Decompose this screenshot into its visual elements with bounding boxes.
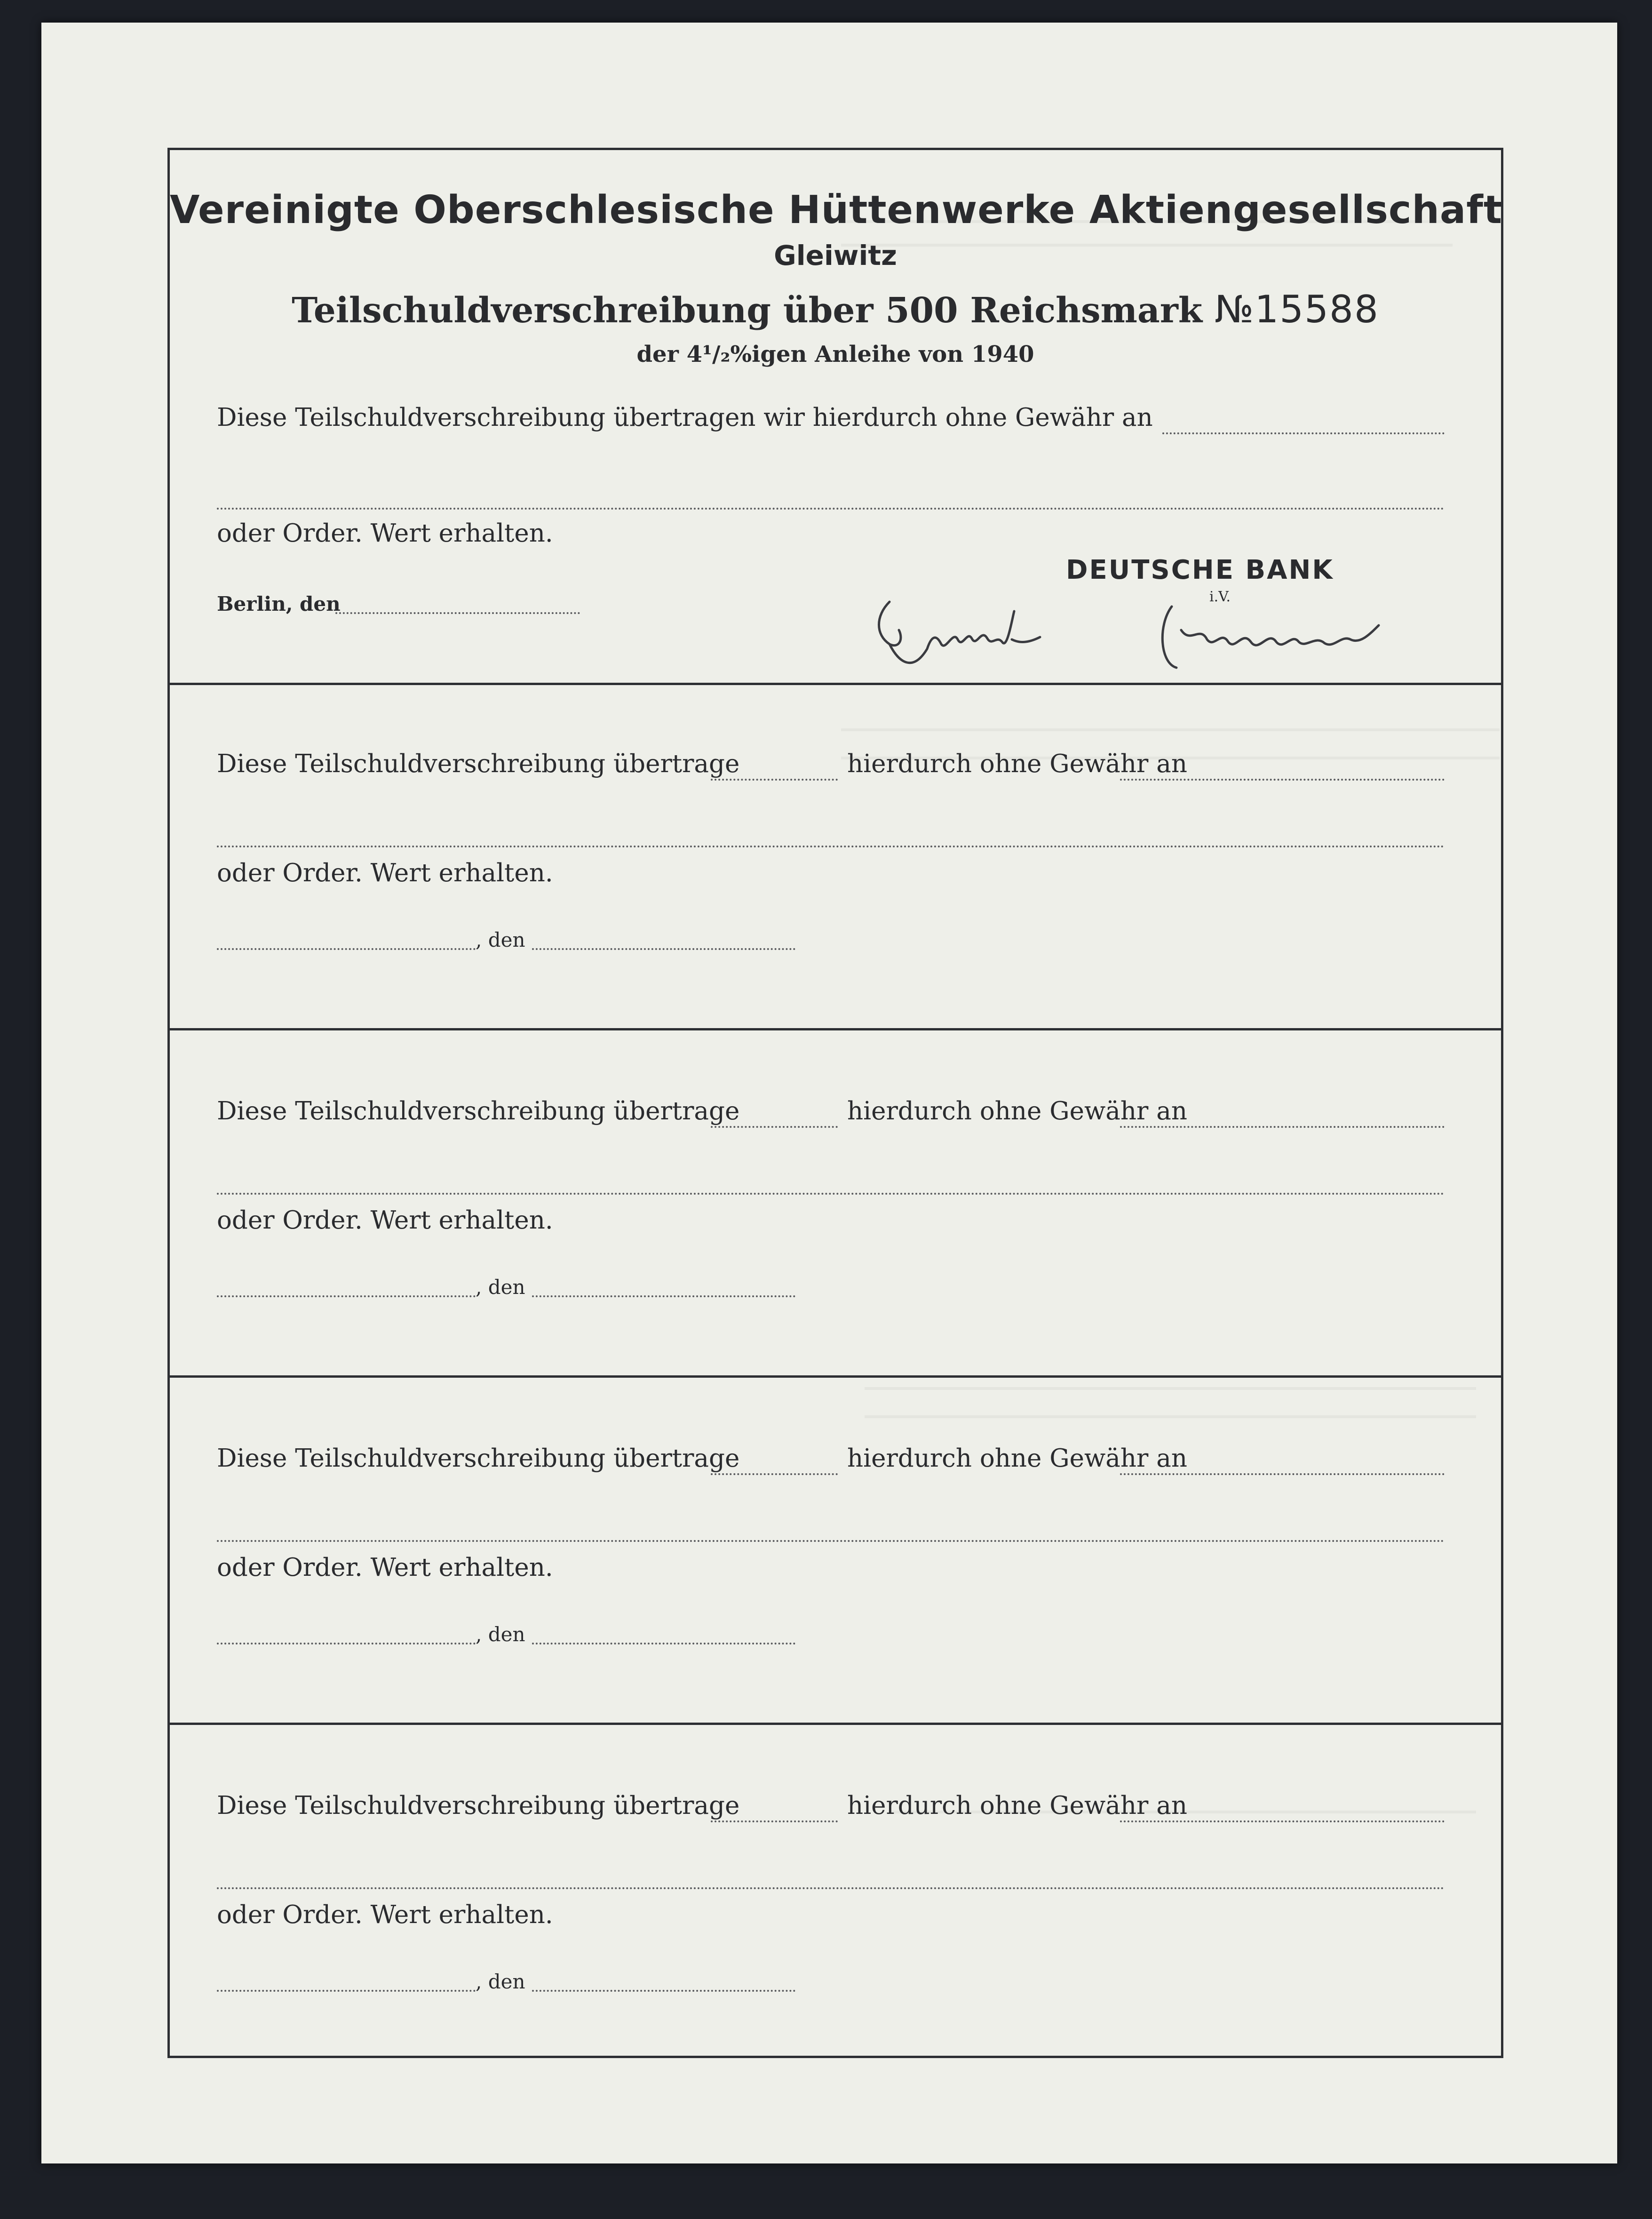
block4-recipient-line-2 bbox=[217, 1887, 1445, 1889]
recipient-line-2 bbox=[217, 508, 1445, 510]
block1-recipient-line-2 bbox=[217, 846, 1445, 847]
block3-transfer-part2: hierdurch ohne Gewähr an bbox=[847, 1444, 1187, 1473]
company-city: Gleiwitz bbox=[774, 239, 897, 271]
block4-transfer-part2: hierdurch ohne Gewähr an bbox=[847, 1791, 1187, 1820]
bank-name: DEUTSCHE BANK bbox=[1066, 555, 1334, 585]
block2-recipient-line bbox=[1120, 1126, 1445, 1128]
bond-subtitle: der 4¹/₂%igen Anleihe von 1940 bbox=[636, 341, 1034, 367]
block3-place-line bbox=[217, 1643, 476, 1644]
block1-recipient-line bbox=[1120, 779, 1445, 781]
signatures bbox=[871, 583, 1416, 677]
block4-recipient-line bbox=[1120, 1820, 1445, 1822]
block2-recipient-line-2 bbox=[217, 1193, 1445, 1195]
block2-transfer-part2: hierdurch ohne Gewähr an bbox=[847, 1097, 1187, 1125]
recipient-line bbox=[1162, 432, 1445, 434]
document-sheet bbox=[41, 23, 1617, 2163]
date-line bbox=[335, 612, 580, 614]
block4-transferor-line bbox=[711, 1820, 838, 1822]
first-transfer-line: Diese Teilschuldverschreibung übertragen wir hierdurch ohne Gewähr an bbox=[217, 403, 1153, 432]
bond-title bbox=[170, 287, 1501, 331]
first-order-text: oder Order. Wert erhalten. bbox=[217, 519, 553, 548]
block4-place-line bbox=[217, 1990, 476, 1992]
block3-recipient-line bbox=[1120, 1473, 1445, 1475]
block2-place-line bbox=[217, 1295, 476, 1297]
block1-order-text: oder Order. Wert erhalten. bbox=[217, 859, 553, 887]
block2-transfer-part1: Diese Teilschuldverschreibung übertrage bbox=[217, 1097, 740, 1125]
block2-date-line bbox=[532, 1295, 795, 1297]
block3-transfer-part1: Diese Teilschuldverschreibung übertrage bbox=[217, 1444, 740, 1473]
block3-date-line bbox=[532, 1643, 795, 1644]
divider-3 bbox=[170, 1375, 1501, 1378]
company-name: Vereinigte Oberschlesische Hüttenwerke Aktiengesellschaft bbox=[170, 188, 1503, 232]
block2-transferor-line bbox=[711, 1126, 838, 1128]
block1-date-line bbox=[532, 948, 795, 950]
block3-order-text: oder Order. Wert erhalten. bbox=[217, 1553, 553, 1582]
signature-1 bbox=[879, 602, 1040, 663]
place-date-label: Berlin, den bbox=[217, 592, 341, 615]
bank-iv: i.V. bbox=[1209, 589, 1231, 605]
block1-transfer-part2: hierdurch ohne Gewähr an bbox=[847, 750, 1187, 778]
bond-number: №15588 bbox=[1215, 287, 1379, 331]
block1-transferor-line bbox=[711, 779, 838, 781]
block2-order-text: oder Order. Wert erhalten. bbox=[217, 1206, 553, 1235]
block4-transfer-part1: Diese Teilschuldverschreibung übertrage bbox=[217, 1791, 740, 1820]
block1-place-line bbox=[217, 948, 476, 950]
block1-date-label: , den bbox=[476, 928, 525, 951]
document-frame bbox=[167, 148, 1503, 2058]
divider-4 bbox=[170, 1723, 1501, 1725]
block3-transferor-line bbox=[711, 1473, 838, 1475]
block3-recipient-line-2 bbox=[217, 1540, 1445, 1542]
block1-transfer-part1: Diese Teilschuldverschreibung übertrage bbox=[217, 750, 740, 778]
block3-date-label: , den bbox=[476, 1623, 525, 1646]
block2-date-label: , den bbox=[476, 1276, 525, 1299]
signature-2 bbox=[1162, 607, 1379, 668]
divider-1 bbox=[170, 683, 1501, 685]
block4-date-label: , den bbox=[476, 1970, 525, 1993]
block4-order-text: oder Order. Wert erhalten. bbox=[217, 1900, 553, 1929]
divider-2 bbox=[170, 1028, 1501, 1030]
block4-date-line bbox=[532, 1990, 795, 1992]
bond-title-text: Teilschuldverschreibung über 500 Reichsmark bbox=[292, 290, 1203, 331]
